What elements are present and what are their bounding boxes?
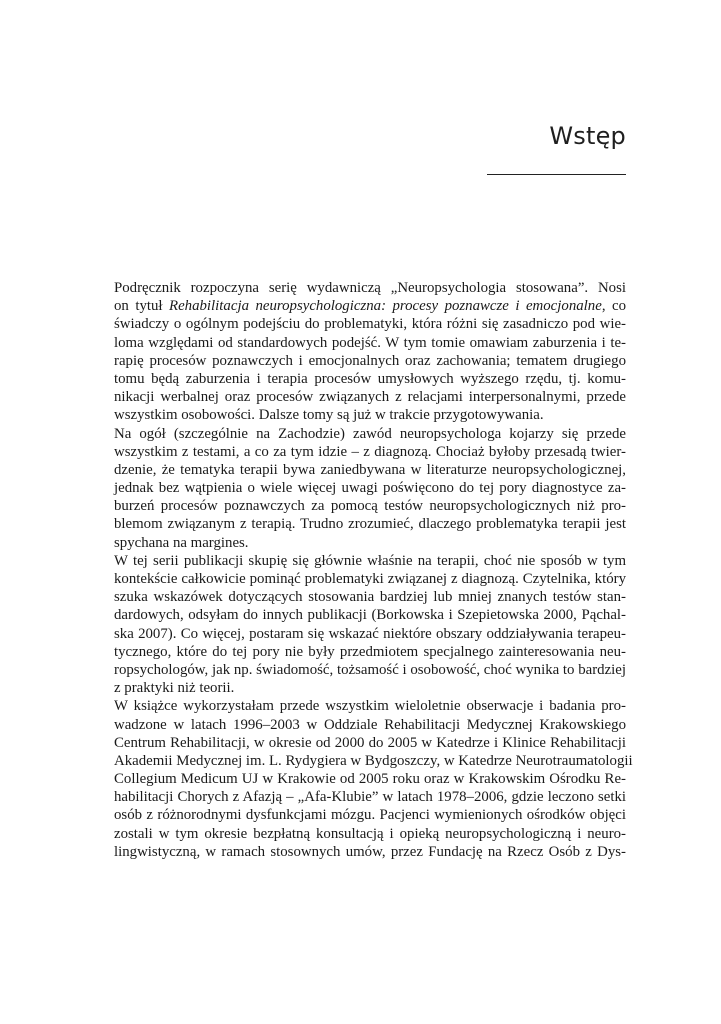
- text-span: on tytuł: [114, 298, 170, 315]
- paragraph-3: [94, 552, 626, 698]
- text-line: habilitacji Chorych z Afazją – „Afa-Klubie” w latach 1978–2006, gdzie leczono setki: [114, 789, 626, 806]
- text-line: W tej serii publikacji skupię się głównie właśnie na terapii, choć nie sposób w tym: [114, 552, 626, 569]
- text-line: blemom związanym z terapią. Trudno zrozumieć, dlaczego problematyka terapii jest: [114, 516, 626, 533]
- text-line: Na ogół (szczególnie na Zachodzie) zawód neuropsychologa kojarzy się przede: [114, 425, 626, 442]
- text-line: W książce wykorzystałam przede wszystkim wieloletnie obserwacje i badania pro-: [114, 698, 626, 715]
- text-line: wszystkim z testami, a co za tym idzie – z diagnozą. Chociaż byłoby przesadą twier-: [114, 443, 626, 460]
- text-line: lingwistyczną, w ramach stosownych umów, przez Fundację na Rzecz Osób z Dys-: [114, 843, 626, 860]
- text-span: , co: [601, 298, 627, 315]
- text-line: ska 2007). Co więcej, postaram się wskazać niektóre obszary oddziaływania terapeu-: [114, 625, 626, 642]
- text-line: loma względami od standardowych podejść. W tym tomie omawiam zaburzenia i te-: [114, 334, 626, 351]
- text-line: Collegium Medicum UJ w Krakowie od 2005 roku oraz w Krakowskim Ośrodku Re-: [114, 771, 626, 788]
- text-line: burzeń procesów poznawczych za pomocą testów neuropsychologicznych niż pro-: [114, 498, 626, 515]
- title-underline-rule: [487, 174, 626, 175]
- text-line: tycznego, które do tej pory nie były przedmiotem specjalnego zainteresowania neu-: [114, 643, 626, 660]
- text-line: Akademii Medycznej im. L. Rydygiera w Bydgoszczy, w Katedrze Neurotraumatologii: [114, 752, 633, 769]
- text-line: nikacji werbalnej oraz procesów związanych z relacjami interpersonalnymi, przede: [114, 389, 626, 406]
- text-line: wszystkim osobowości. Dalsze tomy są już w trakcie przygotowywania.: [114, 407, 544, 424]
- text-line: [94, 297, 626, 315]
- text-line: Centrum Rehabilitacji, w okresie od 2000 do 2005 w Katedrze i Klinice Rehabilitacji: [114, 734, 626, 751]
- text-line: kontekście całkowicie pominąć problematyki związanej z diagnozą. Czytelnika, który: [114, 571, 626, 587]
- text-line: osób z różnorodnymi dysfunkcjami mózgu. Pacjenci wymienionych ośrodków objęci: [114, 807, 626, 824]
- text-line: ropsychologów, jak np. świadomość, tożsamość i osobowość, choć wynika to bardziej: [114, 661, 626, 678]
- text-line: z praktyki niż teorii.: [114, 680, 235, 697]
- text-line: świadczy o ogólnym podejściu do problematyki, która różni się zasadniczo pod wie-: [114, 316, 626, 333]
- text-line: wadzone w latach 1996–2003 w Oddziale Rehabilitacji Medycznej Krakowskiego: [114, 716, 626, 733]
- chapter-title: Wstęp: [549, 122, 626, 150]
- text-line: spychana na margines.: [114, 534, 249, 551]
- text-line: jednak bez wątpienia o wiele więcej uwagi poświęcono do tej pory diagnostyce za-: [114, 480, 626, 497]
- text-line: dardowych, odsyłam do innych publikacji (Borkowska i Szepietowska 2000, Pąchal-: [114, 607, 626, 624]
- paragraph-2: [94, 425, 626, 552]
- text-line: tomu będą zaburzenia i terapia procesów umysłowych wyższego rzędu, tj. komu-: [114, 370, 626, 387]
- book-title-italic: Rehabilitacja neuropsychologiczna: procesy poznawcze i emocjonalne: [169, 298, 602, 315]
- text-line: szuka wskazówek dotyczących stosowania bardziej lub mniej znanych testów stan-: [114, 589, 626, 606]
- paragraph-4: [94, 697, 633, 861]
- body-text: [94, 279, 633, 861]
- text-line: Podręcznik rozpoczyna serię wydawniczą „Neuropsychologia stosowana”. Nosi: [114, 280, 626, 296]
- text-line: dzenie, że tematyka terapii bywa zaniedbywana w literaturze neuropsychologicznej,: [114, 461, 626, 478]
- text-line: rapię procesów poznawczych i emocjonalnych oraz zachowania; tematem drugiego: [114, 352, 626, 369]
- paragraph-1: [94, 279, 626, 425]
- text-line: zostali w tym okresie bezpłatną konsultacją i opieką neuropsychologiczną i neuro-: [114, 825, 626, 842]
